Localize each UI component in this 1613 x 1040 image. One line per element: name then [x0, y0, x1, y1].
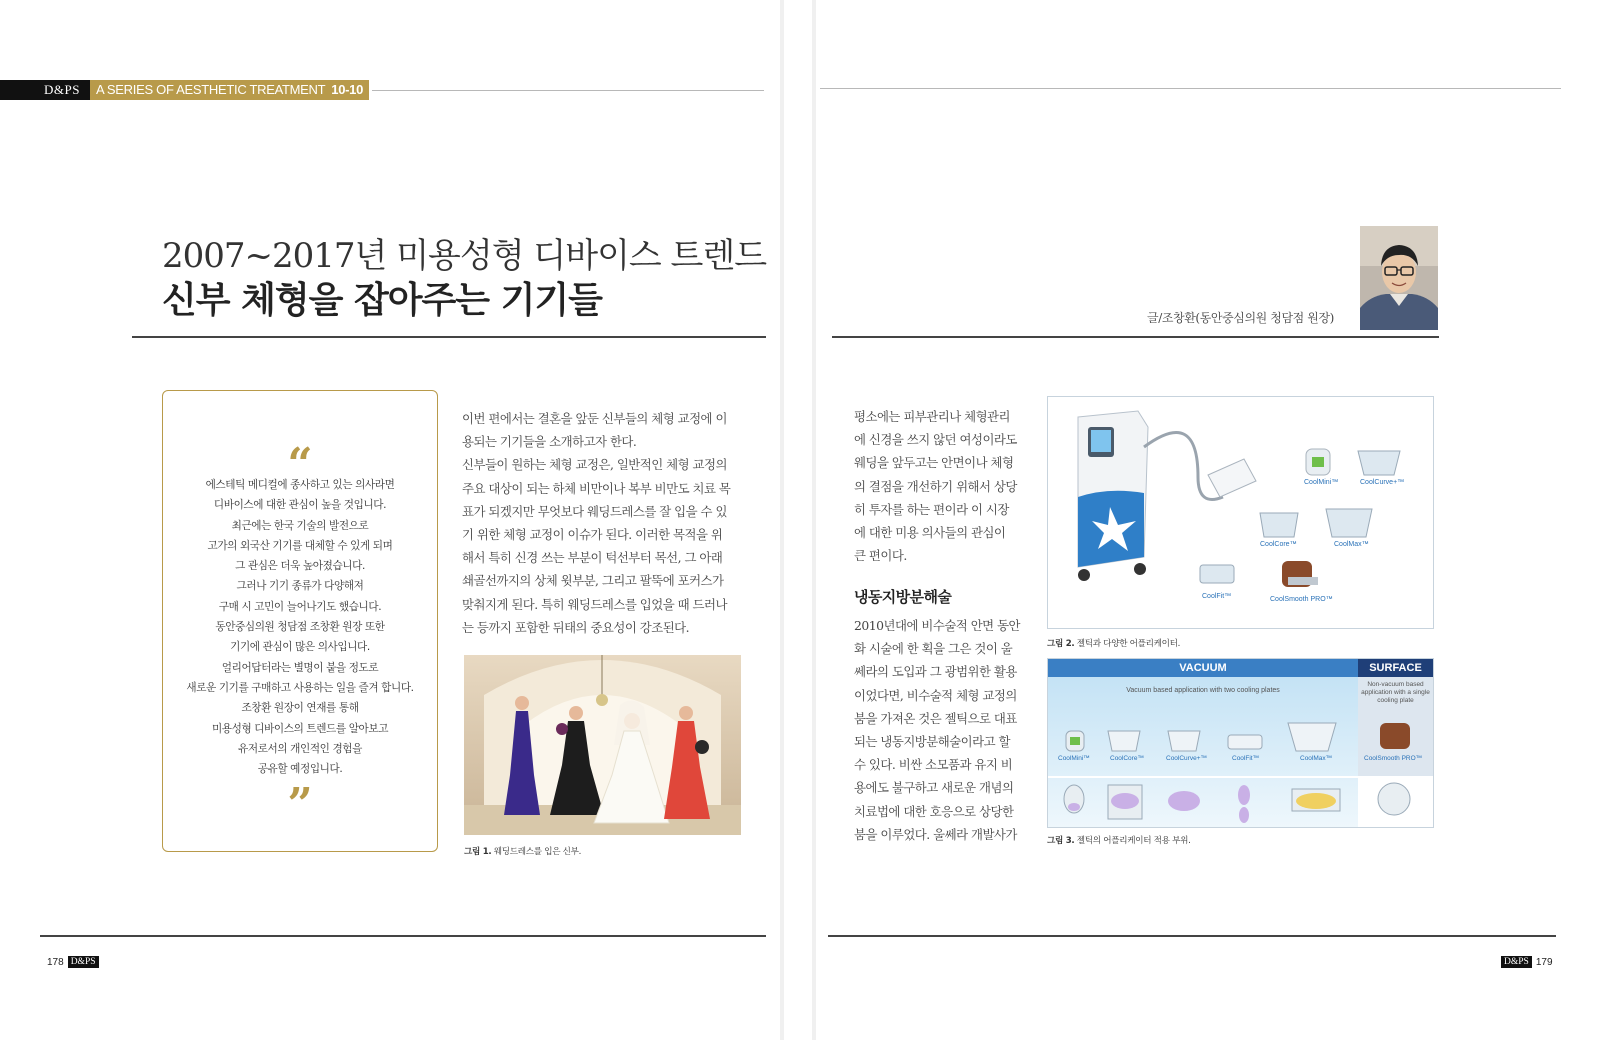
open-quote-mark: “ [287, 439, 313, 490]
folio-right [1501, 956, 1553, 968]
fig3-label: CoolCurve+™ [1166, 755, 1208, 762]
body-line: 는 등까지 포함한 뒤태의 중요성이 강조된다. [462, 619, 690, 635]
fig2-caption [1047, 637, 1180, 649]
folio-brand-right: D&PS [1501, 956, 1532, 968]
vacuum-header: VACUUM [1179, 662, 1227, 674]
section-subhead: 냉동지방분해술 [854, 588, 952, 606]
body-line: 맞춰지게 된다. 특히 웨딩드레스를 입었을 때 드러나 [462, 596, 727, 612]
body-line: 치료법에 대한 호응으로 상당한 [854, 803, 1014, 819]
body-line: 신부들이 원하는 체형 교정은, 일반적인 체형 교정의 [462, 457, 727, 473]
body-line: 에 신경을 쓰지 않던 여성이라도 [854, 432, 1017, 448]
footer-rule-right [828, 935, 1556, 937]
brand-logo: D&PS [0, 80, 90, 100]
header-rule-right [820, 88, 1561, 89]
fig3-caption-text: 젤틱의 어플리케이터 적용 부위. [1076, 836, 1191, 846]
quote-line: 그 관심은 더욱 높아졌습니다. [235, 560, 365, 573]
fig2-caption-text: 젤틱과 다양한 어플리케이터. [1076, 639, 1181, 649]
body-line: 히 투자를 하는 편이라 이 시장 [854, 501, 1009, 517]
fig3-applicator-chart [1047, 658, 1434, 828]
folio-left [47, 956, 99, 968]
fig2-caption-label: 그림 2. [1047, 639, 1075, 649]
fig2-device-figure [1047, 396, 1434, 629]
footer-rule-left [40, 935, 766, 937]
fig1-caption [464, 845, 581, 857]
body-line: 쇄골선까지의 상체 윗부분, 그리고 팔뚝에 포커스가 [462, 573, 724, 589]
fig3-label: CoolMax™ [1300, 755, 1333, 762]
quote-line: 그러나 기기 종류가 다양해져 [236, 580, 364, 593]
quote-line: 조창환 원장이 연재를 통해 [241, 702, 359, 715]
body-line: 의 결점을 개선하기 위해서 상당 [854, 478, 1017, 494]
fig3-label: CoolMini™ [1058, 755, 1090, 762]
series-title-text: A SERIES OF AESTHETIC TREATMENT [95, 82, 326, 97]
fig2-label: CoolSmooth PRO™ [1270, 596, 1333, 603]
quote-line: 기기에 관심이 많은 의사입니다. [230, 641, 370, 654]
quote-line: 공유할 예정입니다. [257, 763, 343, 776]
quote-line: 구매 시 고민이 늘어나기도 했습니다. [218, 600, 382, 613]
quote-line: 유저로서의 개인적인 경험을 [238, 742, 362, 755]
body-line: 붐을 가져온 것은 젤틱으로 대표 [854, 710, 1017, 726]
header-rule-left [372, 90, 764, 91]
folio-brand-left: D&PS [68, 956, 99, 968]
fig2-label: CoolMini™ [1304, 479, 1339, 486]
surface-header: SURFACE [1369, 662, 1422, 674]
quote-line: 미용성형 디바이스의 트렌드를 알아보고 [211, 722, 389, 735]
body-text-left [462, 407, 740, 639]
quote-line: 디바이스에 대한 관심이 높을 것입니다. [213, 499, 387, 512]
body-line: 수 있다. 비싼 소모품과 유지 비 [854, 757, 1013, 773]
body-text-right-top [854, 405, 1026, 567]
page-gutter-right [812, 0, 816, 1040]
body-line: 화 시술에 한 획을 그은 것이 울 [854, 641, 1013, 657]
page-number-right: 179 [1535, 956, 1553, 968]
body-line: 붐을 이루었다. 울쎄라 개발사가 [854, 826, 1017, 842]
surface-subtitle: Non-vacuum based application with a single cooling plate [1361, 681, 1430, 704]
fig3-label: CoolSmooth PRO™ [1364, 755, 1423, 762]
series-number: 10-10 [331, 82, 364, 97]
quote-line: 얼리어답터라는 별명이 붙을 정도로 [221, 661, 379, 674]
fig2-label: CoolMax™ [1334, 541, 1369, 548]
page-gutter-left [780, 0, 784, 1040]
body-line: 해서 특히 신경 쓰는 부분이 턱선부터 목선, 그 아래 [462, 550, 723, 566]
series-header [0, 80, 369, 100]
fig3-label: CoolCore™ [1110, 755, 1144, 762]
quote-line: 에스테틱 메디컬에 종사하고 있는 의사라면 [205, 479, 395, 491]
body-line: 용되는 기기들을 소개하고자 한다. [462, 434, 637, 450]
fig1-caption-text: 웨딩드레스를 입은 신부. [493, 847, 582, 857]
fig1-caption-label: 그림 1. [464, 847, 492, 857]
page-number-left: 178 [47, 956, 64, 968]
title-rule-left [132, 336, 766, 338]
body-line: 되는 냉동지방분해술이라고 할 [854, 734, 1010, 750]
coolsculpting-device-illustration [1048, 397, 1433, 628]
body-line: 웨딩을 앞두고는 안면이나 체형 [854, 455, 1014, 471]
quote-line: 최근에는 한국 기술의 발전으로 [231, 519, 369, 532]
vacuum-subtitle: Vacuum based application with two cooling plates [1126, 687, 1280, 694]
fig2-label: CoolCore™ [1260, 541, 1297, 548]
body-line: 주요 대상이 되는 하체 비만이나 복부 비만도 치료 목 [462, 480, 731, 496]
title-rule-right [832, 336, 1439, 338]
body-line: 쎄라의 도입과 그 광범위한 활용 [854, 664, 1017, 680]
fig3-caption [1047, 834, 1191, 846]
body-line: 용에도 불구하고 새로운 개념의 [854, 780, 1014, 796]
body-line: 큰 편이다. [854, 548, 907, 564]
quote-line: 동안중심의원 청담점 조창환 원장 또한 [215, 621, 385, 634]
fig3-caption-label: 그림 3. [1047, 836, 1075, 846]
quote-line: 고가의 외국산 기기를 대체할 수 있게 되며 [207, 539, 393, 552]
body-line: 이번 편에서는 결혼을 앞둔 신부들의 체형 교정에 이 [462, 411, 727, 426]
series-title [90, 80, 369, 100]
fig2-label: CoolFit™ [1202, 593, 1232, 600]
body-text-right-bottom [854, 614, 1026, 846]
article-title-line2: 신부 체형을 잡아주는 기기들 [162, 280, 602, 321]
article-title-line1: 2007~2017년 미용성형 디바이스 트렌드 [162, 236, 767, 276]
body-line: 기 위한 체형 교정이 이슈가 된다. 이러한 목적을 위 [462, 527, 723, 543]
quote-line: 새로운 기기를 구매하고 사용하는 일을 즐겨 합니다. [186, 681, 414, 694]
fig2-label: CoolCurve+™ [1360, 479, 1405, 486]
body-line: 2010년대에 비수술적 안면 동안 [854, 618, 1021, 633]
close-quote-mark: ” [287, 779, 313, 830]
fig3-label: CoolFit™ [1232, 755, 1260, 762]
author-byline: 글/조창환(동안중심의원 청담점 원장) [1147, 311, 1334, 325]
intro-quote-box [162, 390, 438, 852]
intro-quote-text [163, 475, 437, 779]
body-line: 평소에는 피부관리나 체형관리 [854, 409, 1010, 424]
body-line: 이었다면, 비수술적 체형 교정의 [854, 687, 1017, 703]
body-line: 에 대한 미용 의사들의 관심이 [854, 525, 1006, 541]
author-photo [1360, 226, 1438, 330]
body-line: 표가 되겠지만 무엇보다 웨딩드레스를 잘 입을 수 있 [462, 503, 727, 519]
wedding-photo [464, 655, 741, 835]
